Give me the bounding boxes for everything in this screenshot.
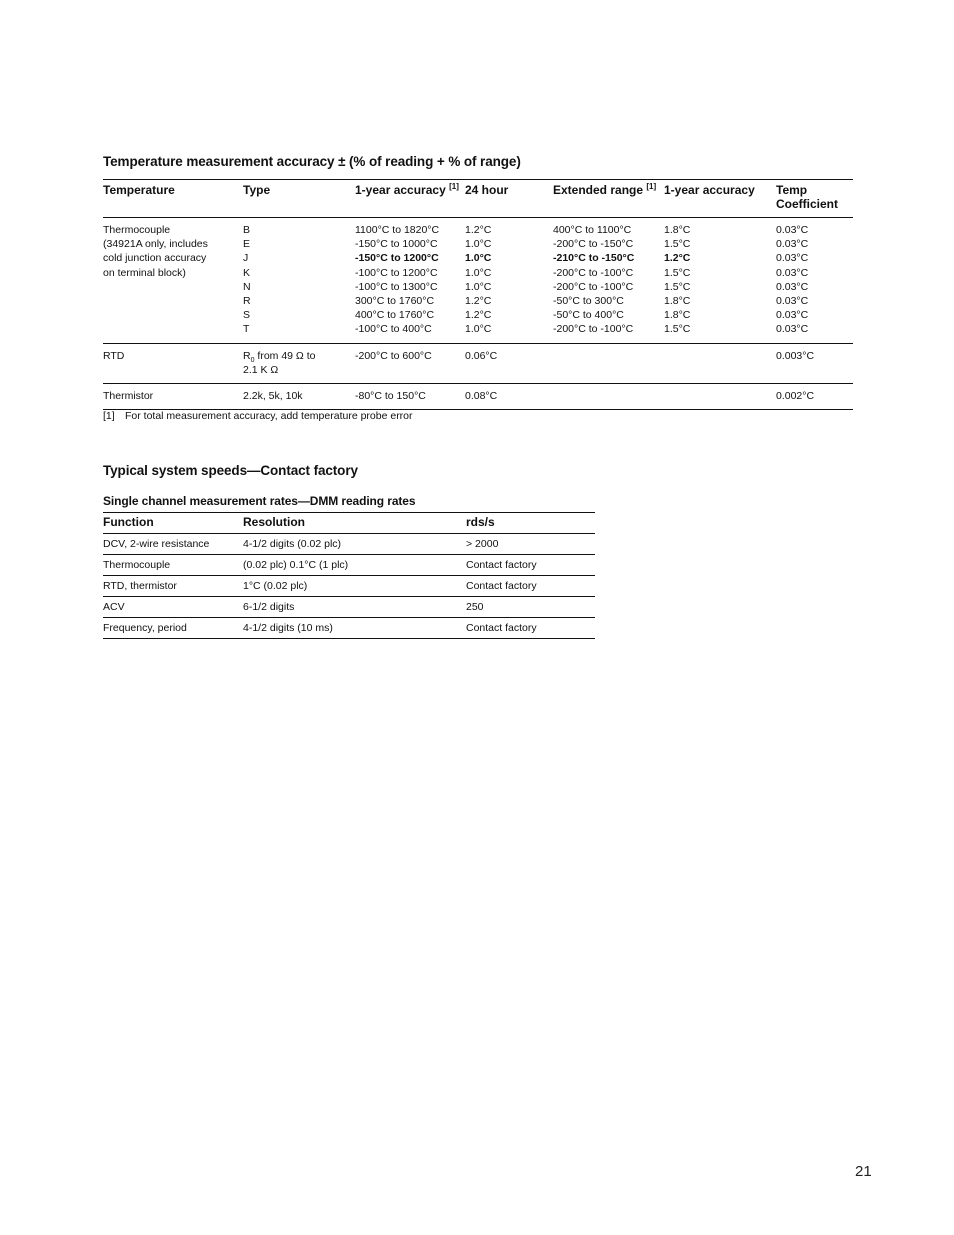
thermocouple-extended-ranges: 400°C to 1100°C -200°C to -150°C -210°C to -150°C -200°C to -100°C -200°C to -100°C -50°C to 300°C -50°C to 400°C -200°C to -100°C	[553, 218, 664, 344]
page-number: 21	[855, 1163, 872, 1180]
thermocouple-types: B E J K N R S T	[243, 218, 355, 344]
thermistor-one-year: -80°C to 150°C	[355, 384, 465, 410]
header-type: Type	[243, 180, 355, 218]
header-extended-range: Extended range [1]	[553, 180, 664, 218]
thermocouple-24-hour: 1.2°C 1.0°C 1.0°C 1.0°C 1.0°C 1.2°C 1.2°C 1.0°C	[465, 218, 553, 344]
header-one-year-accuracy: 1-year accuracy [1]	[355, 180, 465, 218]
footnote-ref: [1]	[449, 182, 459, 191]
speeds-section-title: Typical system speeds—Contact factory	[103, 463, 358, 478]
table-row-thermistor	[103, 384, 853, 410]
thermistor-label: Thermistor	[103, 384, 243, 410]
table-row: Frequency, period 4-1/2 digits (10 ms) Contact factory	[103, 618, 595, 639]
rtd-label: RTD	[103, 343, 243, 383]
thermistor-temp-coefficient: 0.002°C	[776, 384, 853, 410]
footnote-ref: [1]	[646, 182, 657, 191]
table-row: RTD, thermistor 1°C (0.02 plc) Contact factory	[103, 576, 595, 597]
rtd-temp-coefficient: 0.003°C	[776, 343, 853, 383]
temperature-section-title: Temperature measurement accuracy ± (% of reading + % of range)	[103, 154, 521, 169]
table-row-rtd	[103, 343, 853, 383]
table-row: DCV, 2-wire resistance 4-1/2 digits (0.02 plc) > 2000	[103, 534, 595, 555]
header-temp-coefficient: Temp Coefficient	[776, 180, 853, 218]
header-function: Function	[103, 513, 243, 534]
thermocouple-label: Thermocouple (34921A only, includes cold junction accuracy on terminal block)	[103, 218, 243, 344]
header-one-year-accuracy-extended: 1-year accuracy	[664, 180, 776, 218]
header-24-hour: 24 hour	[465, 180, 553, 218]
rates-table-title: Single channel measurement rates—DMM reading rates	[103, 494, 416, 508]
rtd-one-year: -200°C to 600°C	[355, 343, 465, 383]
rates-table-header	[103, 513, 595, 534]
thermocouple-extended-accuracy: 1.8°C 1.5°C 1.2°C 1.5°C 1.5°C 1.8°C 1.8°C 1.5°C	[664, 218, 776, 344]
footnote	[103, 410, 413, 422]
table-row: Thermocouple (0.02 plc) 0.1°C (1 plc) Contact factory	[103, 555, 595, 576]
footnote-number: [1]	[103, 410, 115, 422]
temperature-table-header	[103, 180, 853, 218]
header-resolution: Resolution	[243, 513, 466, 534]
thermistor-24-hour: 0.08°C	[465, 384, 553, 410]
header-temperature: Temperature	[103, 180, 243, 218]
footnote-text: For total measurement accuracy, add temperature probe error	[125, 410, 413, 422]
rtd-24-hour: 0.06°C	[465, 343, 553, 383]
rtd-type: $R_0$ from 49 Ω to 2.1 K Ω	[243, 343, 355, 383]
table-row: ACV 6-1/2 digits 250	[103, 597, 595, 618]
thermocouple-one-year-ranges: 1100°C to 1820°C -150°C to 1000°C -150°C to 1200°C -100°C to 1200°C -100°C to 1300°C 300°C to 1760°C 400°C to 1760°C -100°C to 400°C	[355, 218, 465, 344]
thermistor-type: 2.2k, 5k, 10k	[243, 384, 355, 410]
thermocouple-temp-coefficient: 0.03°C 0.03°C 0.03°C 0.03°C 0.03°C 0.03°C 0.03°C 0.03°C	[776, 218, 853, 344]
header-rds-per-s: rds/s	[466, 513, 595, 534]
table-row-thermocouple	[103, 218, 853, 344]
temperature-accuracy-table	[103, 179, 853, 410]
dmm-reading-rates-table	[103, 512, 595, 639]
